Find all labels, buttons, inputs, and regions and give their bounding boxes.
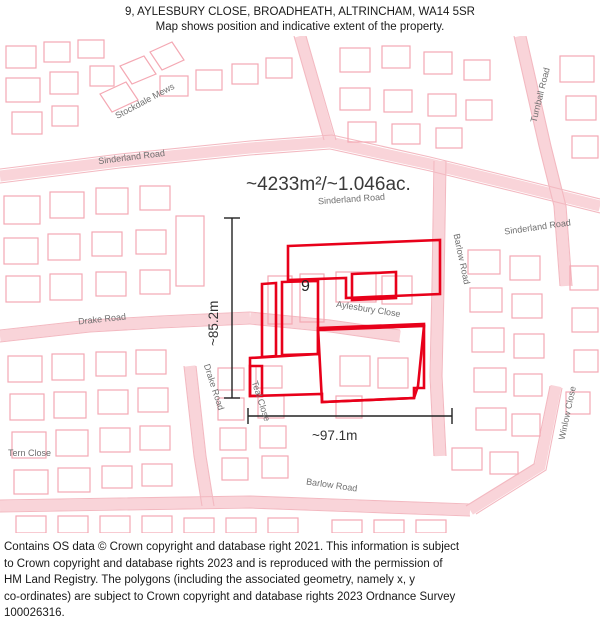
street-label: Teal Close [249, 379, 273, 423]
street-label: Turnball Road [528, 66, 552, 124]
street-label: Sinderland Road [97, 147, 166, 167]
street-label: Stockdale Mews [113, 81, 177, 121]
width-dimension-label: ~97.1m [312, 428, 358, 443]
height-dimension-label: ~85.2m [206, 300, 221, 346]
map-vector-layer [0, 36, 600, 533]
plot-number-label: 9 [301, 278, 310, 295]
footer-line: Contains OS data © Crown copyright and database right 2021. This information is subject [4, 541, 460, 553]
footer-line: to Crown copyright and database rights 2023 and is reproduced with the permission of [4, 557, 443, 570]
street-label: Sinderland Road [503, 217, 572, 237]
footer-line: co-ordinates) are subject to Crown copyright and database rights 2023 Ordnance Survey [4, 590, 456, 603]
street-label: Aylesbury Close [335, 298, 402, 320]
page-subtitle: Map shows position and indicative extent of the property. [155, 21, 445, 33]
street-label: Sinderland Road [317, 191, 386, 207]
street-label: Winlow Close [556, 385, 578, 441]
street-label: Tern Close [8, 448, 52, 458]
street-label: Drake Road [201, 362, 227, 412]
street-label: Drake Road [77, 311, 127, 327]
street-label: Barlow Road [305, 476, 358, 494]
page-title: 9, AYLESBURY CLOSE, BROADHEATH, ALTRINCHAM, WA14 5SR [124, 6, 475, 18]
street-label: Barlow Road [451, 232, 473, 286]
map-canvas[interactable] [0, 36, 600, 533]
copyright-footer [0, 533, 600, 625]
page-header [0, 0, 600, 36]
plot-area-label: ~4233m²/~1.046ac. [246, 174, 411, 195]
footer-line: 100026316. [4, 607, 65, 619]
footer-line: HM Land Registry. The polygons (including the associated geometry, namely x, y [4, 574, 416, 586]
